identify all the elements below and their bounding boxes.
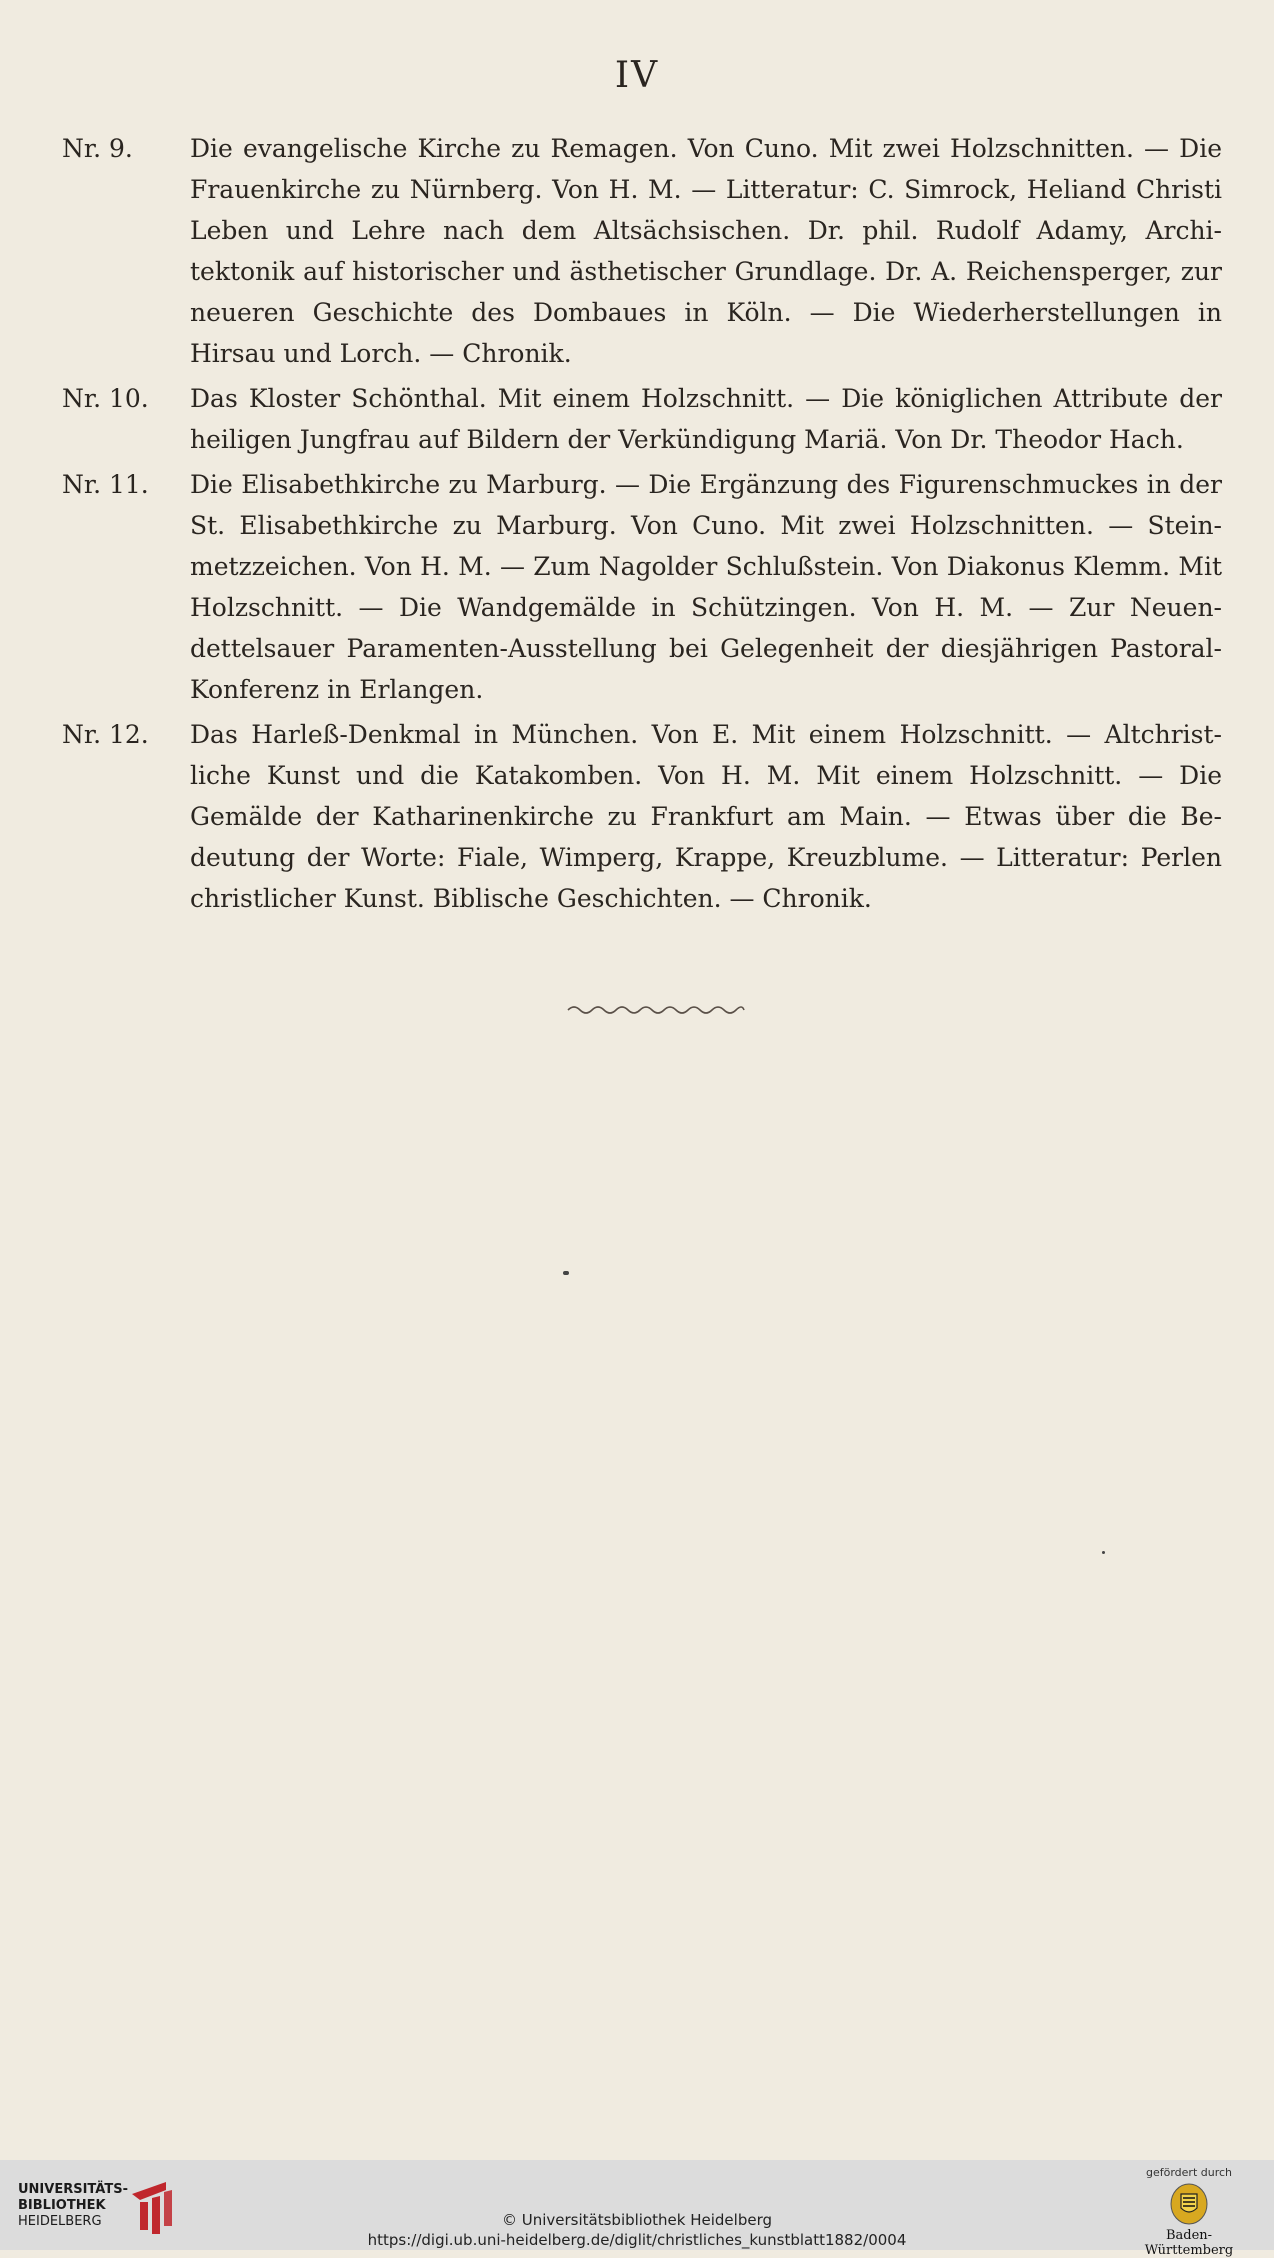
toc-entry-9 <box>62 128 1222 374</box>
entry-text: Das Harleß-Denkmal in München. Von E. Mit einem Holzschnitt. — Altchrist-liche Kunst und die Katakomben. Von H. M. Mit einem Holzschnitt. — Die Gemälde der Katharinenkirche zu Frankfurt am Main. — Etwas über die Be-deutung der Worte: Fiale, Wimperg, Krappe, Kreuzblume. — Litteratur: Perlen christlicher Kunst. Biblische Geschichten. — Chronik. <box>190 720 1222 913</box>
entry-text: Die evangelische Kirche zu Remagen. Von Cuno. Mit zwei Holzschnitten. — Die Frauenkirche zu Nürnberg. Von H. M. — Litteratur: C. Simrock, Heliand Christi Leben und Lehre nach dem Altsächsischen. Dr. phil. Rudolf Adamy, Archi-tektonik auf historischer und ästhetischer Grundlage. Dr. A. Reichensperger, zur neueren Geschichte des Dombaues in Köln. — Die Wiederherstellungen in Hirsau und Lorch. — Chronik. <box>190 134 1222 368</box>
sponsor-label: gefördert durch <box>1145 2166 1233 2179</box>
footer-bar <box>0 2160 1274 2258</box>
entry-number: Nr. 10. <box>62 384 149 413</box>
entry-number: Nr. 12. <box>62 720 149 749</box>
entry-number: Nr. 9. <box>62 134 133 163</box>
copyright-text: © Universitätsbibliothek Heidelberg <box>501 2211 772 2229</box>
library-name: UNIVERSITÄTS- BIBLIOTHEK HEIDELBERG <box>18 2182 128 2229</box>
toc-entry-10 <box>62 378 1222 460</box>
coat-of-arms-icon <box>1169 2182 1209 2226</box>
paper-speck <box>1102 1551 1105 1554</box>
paper-speck <box>563 1271 569 1275</box>
copyright-notice <box>0 2210 1274 2250</box>
page-number: IV <box>614 55 660 96</box>
sponsor-name: Baden-Württemberg <box>1144 2228 1234 2258</box>
wavy-line-ornament <box>566 1003 746 1017</box>
sponsor <box>1124 2166 1254 2258</box>
entry-text: Die Elisabethkirche zu Marburg. — Die Ergänzung des Figurenschmuckes in der St. Elisabethkirche zu Marburg. Von Cuno. Mit zwei Holzschnitten. — Stein-metzzeichen. Von H. M. — Zum Nagolder Schlußstein. Von Diakonus Klemm. Mit Holzschnitt. — Die Wandgemälde in Schützingen. Von H. M. — Zur Neuen-dettelsauer Paramenten-Ausstellung bei Gelegenheit der diesjährigen Pastoral-Konferenz in Erlangen. <box>190 470 1222 704</box>
permalink[interactable]: https://digi.ub.uni-heidelberg.de/diglit/christliches_kunstblatt1882/0004 <box>367 2231 907 2249</box>
entry-number: Nr. 11. <box>62 470 149 499</box>
toc-entry-11 <box>62 464 1222 710</box>
table-of-contents <box>62 128 1222 923</box>
entry-text: Das Kloster Schönthal. Mit einem Holzschnitt. — Die königlichen Attribute der heiligen Jungfrau auf Bildern der Verkündigung Mariä. Von Dr. Theodor Hach. <box>190 384 1222 454</box>
toc-entry-12 <box>62 714 1222 919</box>
